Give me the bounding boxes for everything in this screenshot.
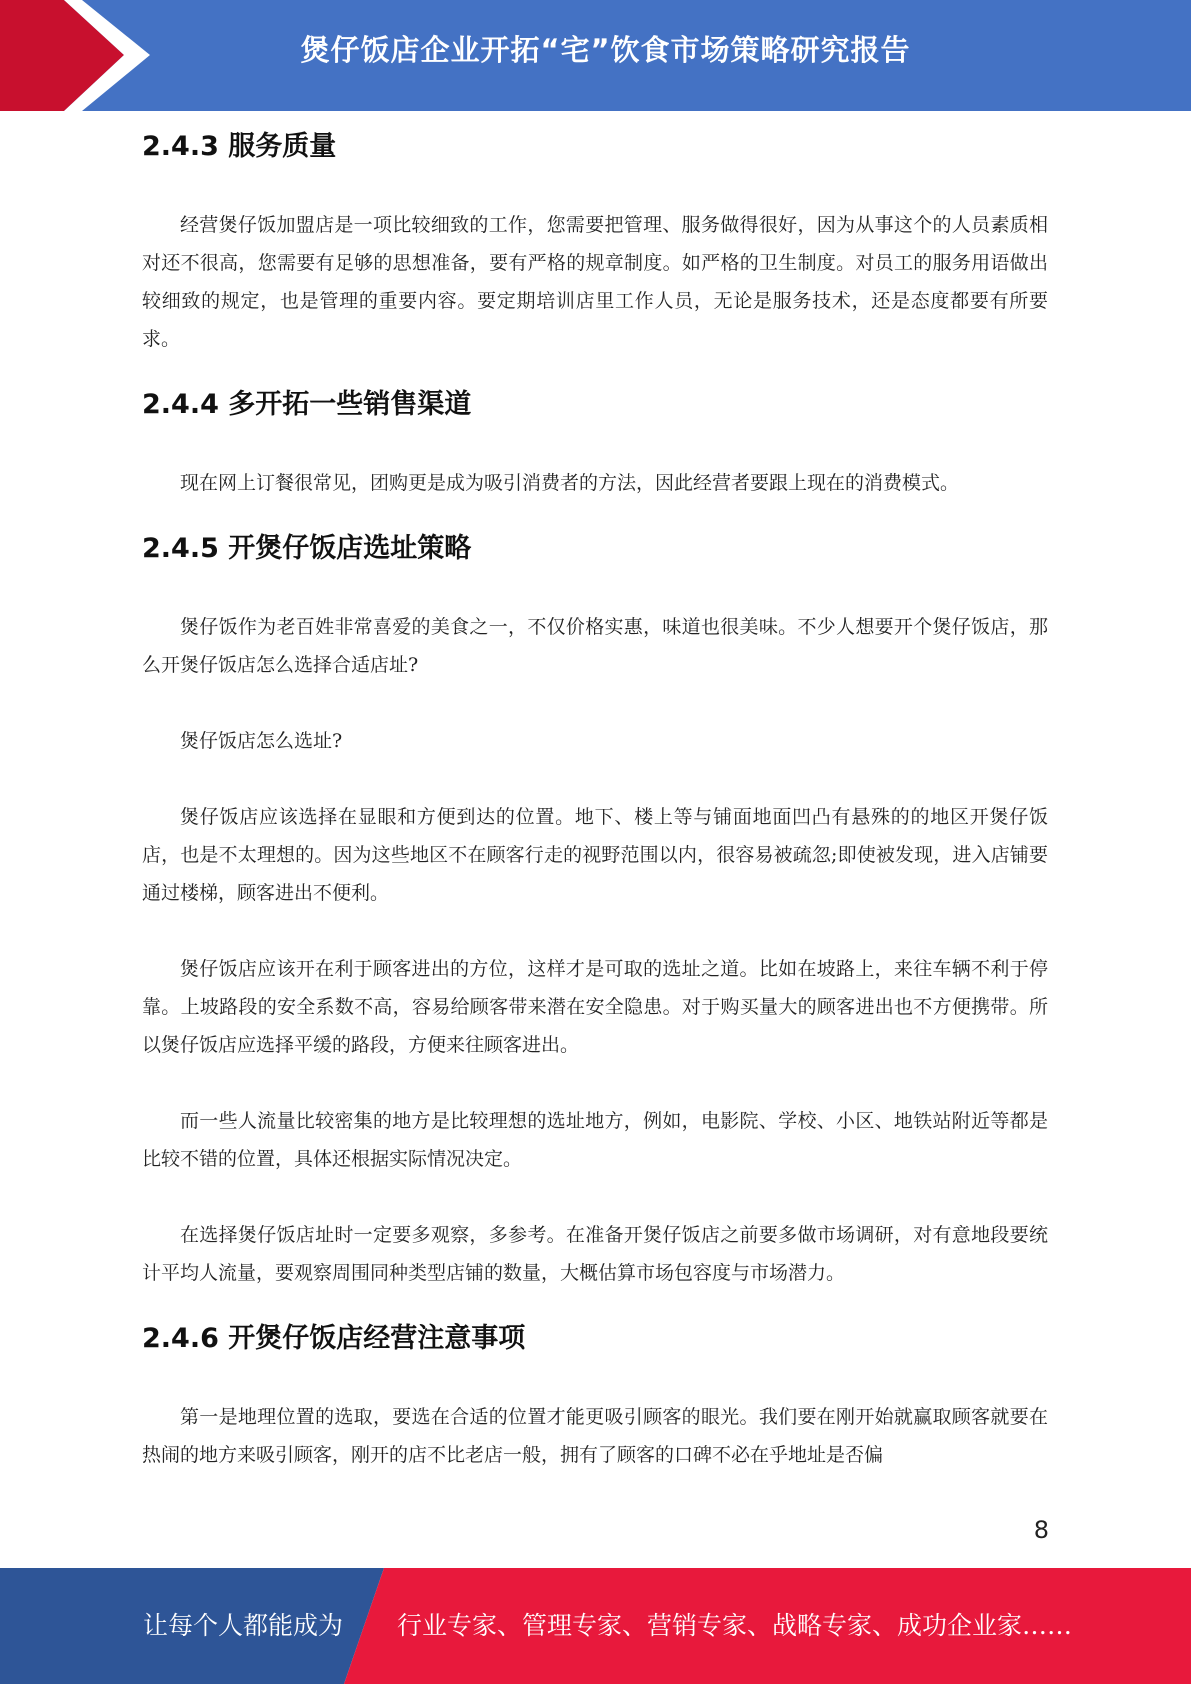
paragraph: 经营煲仔饭加盟店是一项比较细致的工作，您需要把管理、服务做得很好，因为从事这个的人员素质相对还不很高，您需要有足够的思想准备，要有严格的规章制度。如严格的卫生制度。对员工的服务用语做出较细致的规定，也是管理的重要内容。要定期培训店里工作人员，无论是服务技术，还是态度都要有所要求。: [142, 214, 1048, 350]
paragraph: 煲仔饭店应该选择在显眼和方便到达的位置。地下、楼上等与铺面地面凹凸有悬殊的的地区开煲仔饭店，也是不太理想的。因为这些地区不在顾客行走的视野范围以内，很容易被疏忽;即使被发现，进入店铺要通过楼梯，顾客进出不便利。: [142, 806, 1048, 904]
paragraph: 而一些人流量比较密集的地方是比较理想的选址地方，例如，电影院、学校、小区、地铁站附近等都是比较不错的位置，具体还根据实际情况决定。: [142, 1110, 1048, 1170]
paragraph: 第一是地理位置的选取，要选在合适的位置才能更吸引顾客的眼光。我们要在刚开始就赢取顾客就要在热闹的地方来吸引顾客，刚开的店不比老店一般，拥有了顾客的口碑不必在乎地址是否偏: [142, 1406, 1048, 1466]
section-heading-2-4-4: 2.4.4 多开拓一些销售渠道: [142, 389, 472, 420]
section-heading-2-4-5: 2.4.5 开煲仔饭店选址策略: [142, 533, 472, 564]
section-heading-2-4-3: 2.4.3 服务质量: [142, 131, 337, 162]
paragraph: 煲仔饭店应该开在利于顾客进出的方位，这样才是可取的选址之道。比如在坡路上，来往车辆不利于停靠。上坡路段的安全系数不高，容易给顾客带来潜在安全隐患。对于购买量大的顾客进出也不方便携带。所以煲仔饭店应选择平缓的路段，方便来往顾客进出。: [142, 958, 1048, 1056]
paragraph: 煲仔饭作为老百姓非常喜爱的美食之一，不仅价格实惠，味道也很美味。不少人想要开个煲仔饭店，那么开煲仔饭店怎么选择合适店址?: [142, 616, 1048, 676]
report-title: 煲仔饭店企业开拓“宅”饮食市场策略研究报告: [300, 33, 911, 67]
page-number: 8: [1033, 1516, 1049, 1544]
page-header: [0, 0, 1191, 111]
page-content: [142, 118, 1048, 1474]
section-heading-2-4-6: 2.4.6 开煲仔饭店经营注意事项: [142, 1323, 526, 1354]
paragraph: 现在网上订餐很常见，团购更是成为吸引消费者的方法，因此经营者要跟上现在的消费模式。: [180, 472, 960, 494]
footer-slogan-left: 让每个人都能成为: [143, 1611, 344, 1640]
footer-slogan-right: 行业专家、管理专家、营销专家、战略专家、成功企业家……: [397, 1611, 1073, 1640]
paragraph: 在选择煲仔饭店址时一定要多观察，多参考。在准备开煲仔饭店之前要多做市场调研，对有意地段要统计平均人流量，要观察周围同种类型店铺的数量，大概估算市场包容度与市场潜力。: [142, 1224, 1048, 1284]
paragraph: 煲仔饭店怎么选址?: [180, 730, 343, 752]
page-footer: [0, 1568, 1191, 1684]
